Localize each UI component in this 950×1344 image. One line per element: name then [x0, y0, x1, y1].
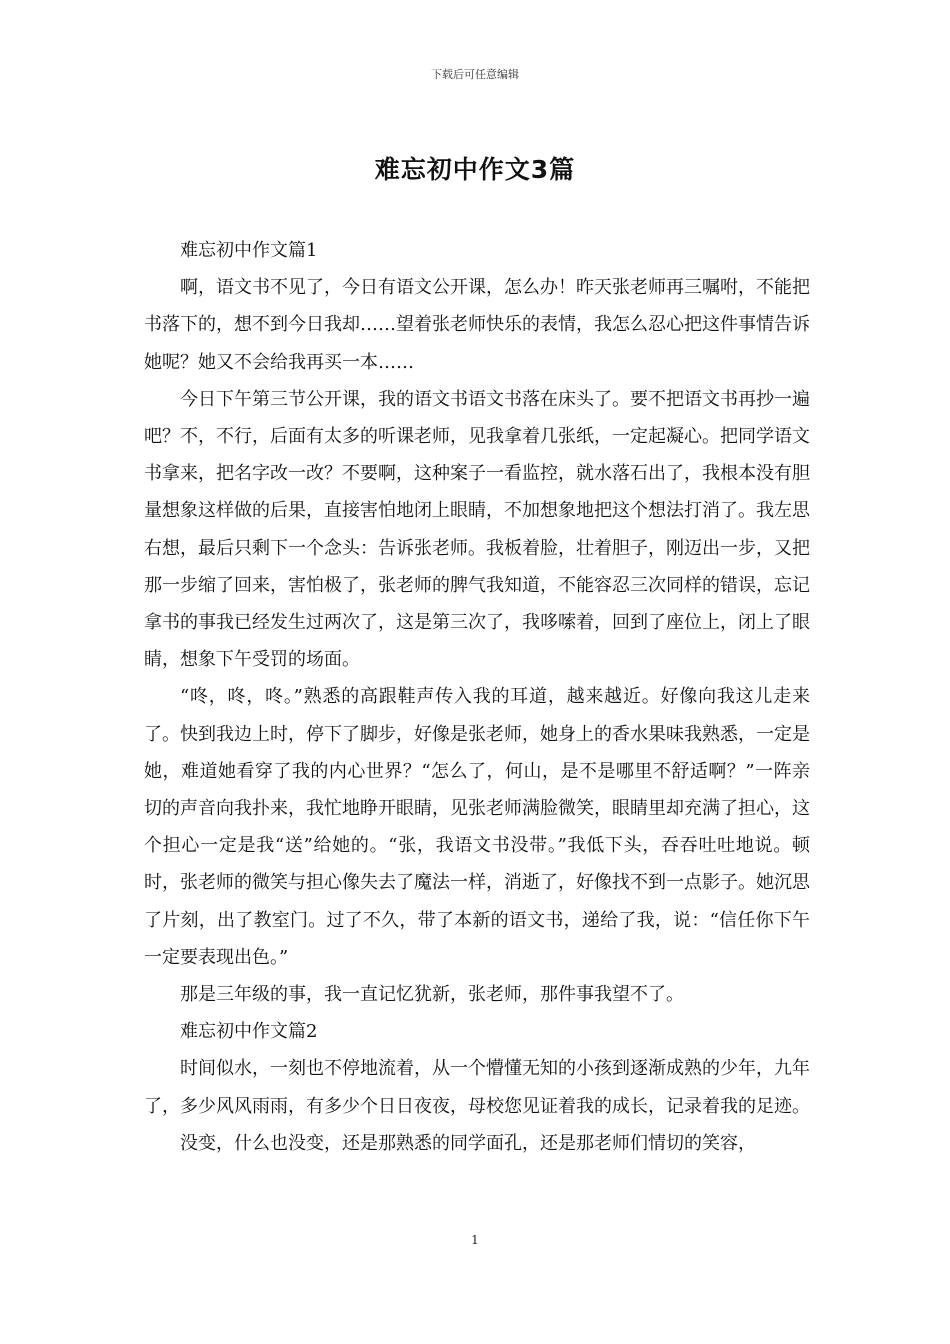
- section-heading: 难忘初中作文篇2: [180, 1021, 318, 1043]
- section-heading: 难忘初中作文篇1: [180, 240, 318, 261]
- paragraph: 啊，语文书不见了，今日有语文公开课，怎么办！昨天张老师再三嘱咐，不能把书落下的，想不到今日我却……望着张老师快乐的表情，我怎么忍心把这件事情告诉她呢？她又不会给我再买一本……: [144, 277, 810, 373]
- paragraph: 今日下午第三节公开课，我的语文书语文书落在床头了。要不把语文书再抄一遍吧？不，不行，后面有太多的听课老师，见我拿着几张纸，一定起凝心。把同学语文书拿来，把名字改一改？不要啊，这种案子一看监控，就水落石出了，我根本没有胆量想象这样做的后果，直接害怕地闭上眼睛，不加想象地把这个想法打消了。我左思右想，最后只剩下一个念头：告诉张老师。我板着脸，壮着胆子，刚迈出一步，又把那一步缩了回来，害怕极了，张老师的脾气我知道，不能容忍三次同样的错误，忘记拿书的事我已经发生过两次了，这是第三次了，我哆嗦着，回到了座位上，闭上了眼睛，想象下午受罚的场面。: [144, 388, 810, 671]
- paragraph: “咚，咚，咚。”熟悉的高跟鞋声传入我的耳道，越来越近。好像向我这儿走来了。快到我边上时，停下了脚步，好像是张老师，她身上的香水果味我熟悉，一定是她，难道她看穿了我的内心世界？“怎么了，何山，是不是哪里不舒适啊？”一阵亲切的声音向我扑来，我忙地睁开眼睛，见张老师满脸微笑，眼睛里却充满了担心，这个担心一定是我“送”给她的。“张，我语文书没带。”我低下头，吞吞吐吐地说。顿时，张老师的微笑与担心像失去了魔法一样，消逝了，好像找不到一点影子。她沉思了片刻，出了教室门。过了不久，带了本新的语文书，递给了我，说：“信任你下午一定要表现出色。”: [144, 686, 810, 968]
- page-number: 1: [471, 1233, 479, 1247]
- document-body: [144, 232, 810, 1162]
- document-title: 难忘初中作文3篇: [374, 155, 576, 184]
- page-header: 下载后可任意编辑: [431, 68, 519, 81]
- paragraph: 时间似水，一刻也不停地流着，从一个懵懂无知的小孩到逐渐成熟的少年，九年了，多少风风雨雨，有多少个日日夜夜，母校您见证着我的成长，记录着我的足迹。: [144, 1058, 810, 1117]
- paragraph: 没变，什么也没变，还是那熟悉的同学面孔，还是那老师们情切的笑容，: [180, 1132, 756, 1154]
- paragraph: 那是三年级的事，我一直记忆犹新，张老师，那件事我望不了。: [180, 984, 684, 1006]
